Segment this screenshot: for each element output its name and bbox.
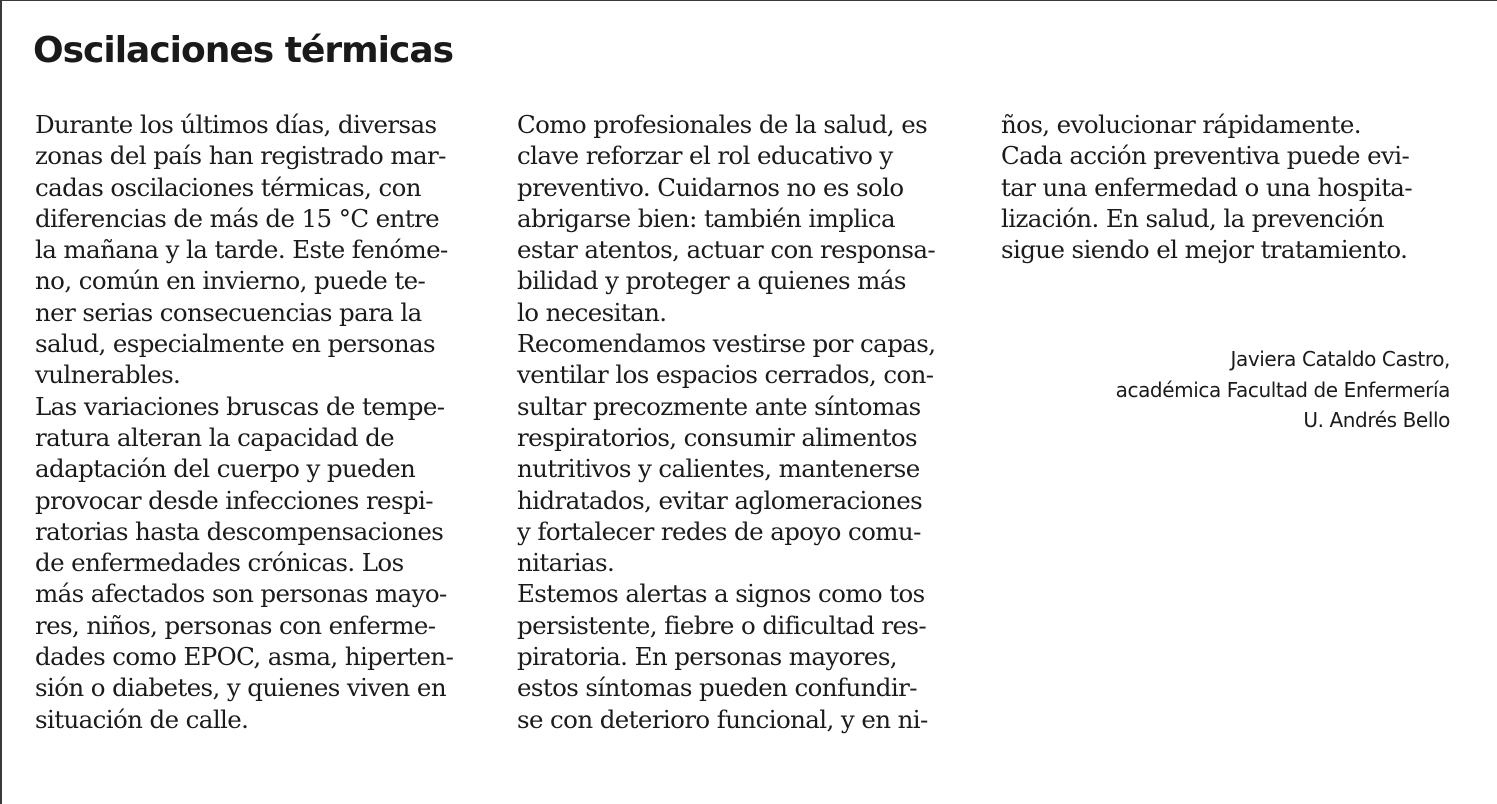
text-line: adaptación del cuerpo y pueden (35, 454, 416, 484)
text-line: ventilar los espacios cerrados, con- (517, 360, 934, 390)
article-title: Oscilaciones térmicas (33, 30, 454, 71)
text-line: más afectados son personas mayo- (35, 579, 447, 609)
text-line: provocar desde infecciones respi- (35, 485, 433, 515)
text-line: ratura alteran la capacidad de (35, 422, 395, 452)
text-line: Las variaciones bruscas de tempe- (35, 391, 445, 421)
text-line: situación de calle. (35, 704, 249, 734)
text-line: diferencias de más de 15 °C entre (35, 203, 440, 233)
text-line: zonas del país han registrado mar- (35, 141, 446, 171)
text-line: de enfermedades crónicas. Los (35, 548, 404, 578)
text-line: preventivo. Cuidarnos no es solo (517, 172, 904, 202)
text-line: Recomendamos vestirse por capas, (517, 329, 936, 359)
text-line: persistente, fiebre o dificultad res- (517, 610, 927, 640)
text-line: sultar precozmente ante síntomas (517, 391, 921, 421)
text-line: piratoria. En personas mayores, (517, 642, 897, 672)
text-line: Estemos alertas a signos como tos (517, 579, 925, 609)
text-line: tar una enfermedad o una hospita- (1001, 172, 1412, 202)
author-institution: U. Andrés Bello (1303, 408, 1450, 432)
text-line: bilidad y proteger a quienes más (517, 266, 906, 296)
text-line: estos síntomas pueden confundir- (517, 673, 917, 703)
text-line: no, común en invierno, puede te- (35, 266, 426, 296)
article-column-2 (517, 109, 977, 735)
text-line: nitarias. (517, 548, 615, 578)
article-column-3 (1001, 109, 1461, 265)
text-line: la mañana y la tarde. Este fenóme- (35, 235, 448, 265)
text-line: ratorias hasta descompensaciones (35, 516, 444, 546)
text-line: clave reforzar el rol educativo y (517, 141, 893, 171)
text-line: respiratorios, consumir alimentos (517, 422, 917, 452)
text-line: lización. En salud, la prevención (1001, 203, 1384, 233)
text-line: cadas oscilaciones térmicas, con (35, 172, 421, 202)
text-line: dades como EPOC, asma, hiperten- (35, 642, 454, 672)
author-name: Javiera Cataldo Castro, (1230, 347, 1450, 371)
text-line: estar atentos, actuar con responsa- (517, 235, 936, 265)
text-line: lo necesitan. (517, 297, 667, 327)
text-line: sión o diabetes, y quienes viven en (35, 673, 446, 703)
text-line: Como profesionales de la salud, es (517, 110, 928, 139)
text-line: hidratados, evitar aglomeraciones (517, 485, 923, 515)
text-line: res, niños, personas con enferme- (35, 610, 436, 640)
author-role: académica Facultad de Enfermería (1115, 377, 1450, 402)
text-line: nutritivos y calientes, mantenerse (517, 454, 920, 484)
text-line: sigue siendo el mejor tratamiento. (1001, 235, 1408, 265)
author-signature (982, 344, 1450, 436)
text-line: salud, especialmente en personas (35, 329, 435, 359)
text-line: Durante los últimos días, diversas (35, 110, 437, 139)
text-line: ños, evolucionar rápidamente. (1001, 110, 1361, 139)
text-line: Cada acción preventiva puede evi- (1001, 141, 1410, 171)
text-line: vulnerables. (35, 360, 181, 390)
text-line: abrigarse bien: también implica (517, 203, 895, 233)
text-line: ner serias consecuencias para la (35, 297, 422, 327)
text-line: se con deterioro funcional, y en ni- (517, 704, 928, 734)
text-line: y fortalecer redes de apoyo comu- (517, 516, 921, 546)
article-column-1 (35, 109, 485, 735)
